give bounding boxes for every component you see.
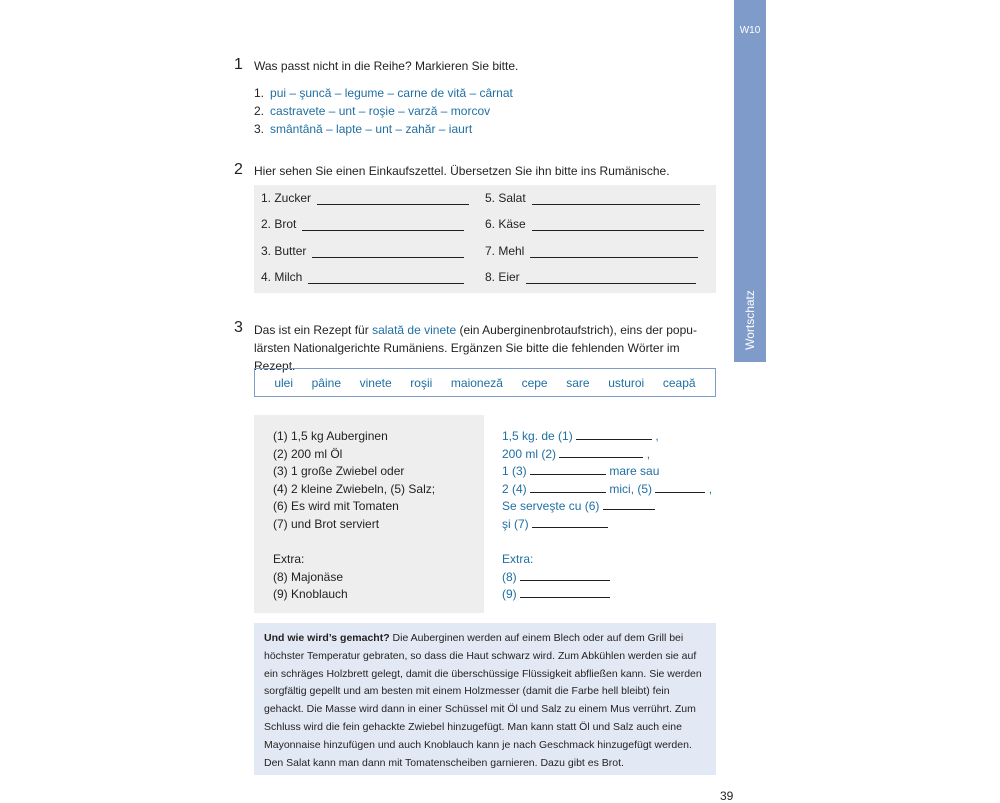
answer-blank[interactable] <box>520 586 610 598</box>
word-bank-item: usturoi <box>608 375 645 390</box>
shopping-item: 8. Eier <box>485 270 696 284</box>
answer-blank[interactable] <box>520 569 610 581</box>
recipe-instructions-box <box>254 623 716 775</box>
recipe-german <box>273 428 435 604</box>
answer-line[interactable] <box>532 218 704 231</box>
word-bank-item: cepe <box>521 375 548 390</box>
recipe-line: (8) <box>502 569 712 587</box>
word-bank-item: roşii <box>410 375 433 390</box>
recipe-line: 1 (3) mare sau <box>502 464 660 479</box>
recipe-line: (3) 1 große Zwiebel oder <box>273 464 405 479</box>
answer-line[interactable] <box>317 192 469 205</box>
answer-line[interactable] <box>312 245 464 258</box>
list-item: 3. smântână – lapte – unt – zahăr – iaurt <box>254 122 473 136</box>
answer-blank[interactable] <box>530 463 606 475</box>
page-number: 39 <box>720 789 734 803</box>
word-bank-item: ulei <box>274 375 293 390</box>
recipe-line: (9) <box>502 586 712 604</box>
word-bank <box>254 368 716 397</box>
spacer <box>502 534 712 552</box>
section-label: Wortschatz <box>743 290 757 350</box>
answer-blank[interactable] <box>532 516 608 528</box>
recipe-line: şi (7) <box>502 516 712 534</box>
answer-line[interactable] <box>308 271 464 284</box>
recipe-line: (7) und Brot serviert <box>273 516 380 531</box>
recipe-line: (6) Es wird mit Tomaten <box>273 499 399 514</box>
answer-blank[interactable] <box>530 481 606 493</box>
recipe-line: Extra: <box>502 552 534 567</box>
answer-line[interactable] <box>302 218 464 231</box>
word-bank-item: maioneză <box>450 375 503 390</box>
word-bank-item: pâine <box>311 375 341 390</box>
answer-line[interactable] <box>526 271 696 284</box>
exercise-3-instruction: Das ist ein Rezept für salată de vinete (ein Auberginenbrotaufstrich), eins der popu- lärsten Nationalgerichte Rumäniens. Ergänzen Sie bitte die fehlenden Wörter im Rezept. <box>254 323 697 373</box>
recipe-line: (9) Knoblauch <box>273 587 348 602</box>
shopping-item: 6. Käse <box>485 217 704 231</box>
shopping-item: 3. Butter <box>261 244 464 258</box>
exercise-3-number: 3 <box>234 319 243 336</box>
shopping-item: 1. Zucker <box>261 191 469 205</box>
exercise-2-number: 2 <box>234 161 243 178</box>
side-tab <box>734 0 766 362</box>
recipe-instructions-text: Die Auberginen werden auf einem Blech oder auf dem Grill bei höchster Temperatur gebraten, so dass die Haut schwarz wird. Zum Abkühlen werden sie auf ein schräges Holzbrett gelegt, damit die überschüssige Flüssigkeit abfließen kann. Sie werden sorgfältig gepellt und am besten mit einem Holzmesser (damit die Farbe hell bleibt) fein gehackt. Die Masse wird dann in einer Schüssel mit Öl und Salz zu einem Mus verrührt. Zum Schluss wird die fein gehackte Zwiebel hinzugefügt. Man kann statt Öl und Salz auch eine Mayonnaise hinzufügen und auch Knoblauch kann je nach Geschmack hinzugefügt werden. Den Salat kann man dann mit Tomatenscheiben garnieren. Dazu gibt es Brot. <box>264 632 702 769</box>
word-bank-item: ceapă <box>662 375 696 390</box>
recipe-instructions-heading: Und wie wird’s gemacht? <box>264 632 390 644</box>
recipe-line: 1,5 kg. de (1) , <box>502 429 659 443</box>
recipe-line: Se serveşte cu (6) <box>502 498 712 516</box>
recipe-line: Extra: <box>273 552 305 567</box>
answer-line[interactable] <box>532 192 700 205</box>
recipe-line: (8) Majonäse <box>273 569 344 584</box>
shopping-item: 4. Milch <box>261 270 464 284</box>
shopping-item: 5. Salat <box>485 191 700 205</box>
word-bank-item: sare <box>566 375 590 390</box>
recipe-line: 2 (4) mici, (5) , <box>502 481 713 496</box>
spacer <box>273 534 435 552</box>
answer-blank[interactable] <box>576 428 652 440</box>
answer-blank[interactable] <box>603 498 655 510</box>
answer-blank[interactable] <box>559 446 643 458</box>
exercise-1-list <box>254 84 513 138</box>
recipe-line: (2) 200 ml Öl <box>273 446 343 461</box>
list-item: 2. castravete – unt – roşie – varză – morcov <box>254 104 491 118</box>
shopping-item: 2. Brot <box>261 217 464 231</box>
exercise-1-instruction: Was passt nicht in die Reihe? Markieren Sie bitte. <box>254 59 519 73</box>
recipe-line: (4) 2 kleine Zwiebeln, (5) Salz; <box>273 481 436 496</box>
answer-blank[interactable] <box>655 481 705 493</box>
list-item: 1. pui – şuncă – legume – carne de vită – cârnat <box>254 86 513 100</box>
exercise-2-instruction: Hier sehen Sie einen Einkaufszettel. Übersetzen Sie ihn bitte ins Rumänische. <box>254 164 670 178</box>
recipe-line: 200 ml (2) , <box>502 446 651 461</box>
exercise-1-number: 1 <box>234 56 243 73</box>
word-bank-item: vinete <box>359 375 392 390</box>
shopping-item: 7. Mehl <box>485 244 698 258</box>
recipe-line: (1) 1,5 kg Auberginen <box>273 429 388 443</box>
recipe-romanian <box>502 428 712 604</box>
unit-code: W10 <box>739 25 761 36</box>
answer-line[interactable] <box>530 245 698 258</box>
